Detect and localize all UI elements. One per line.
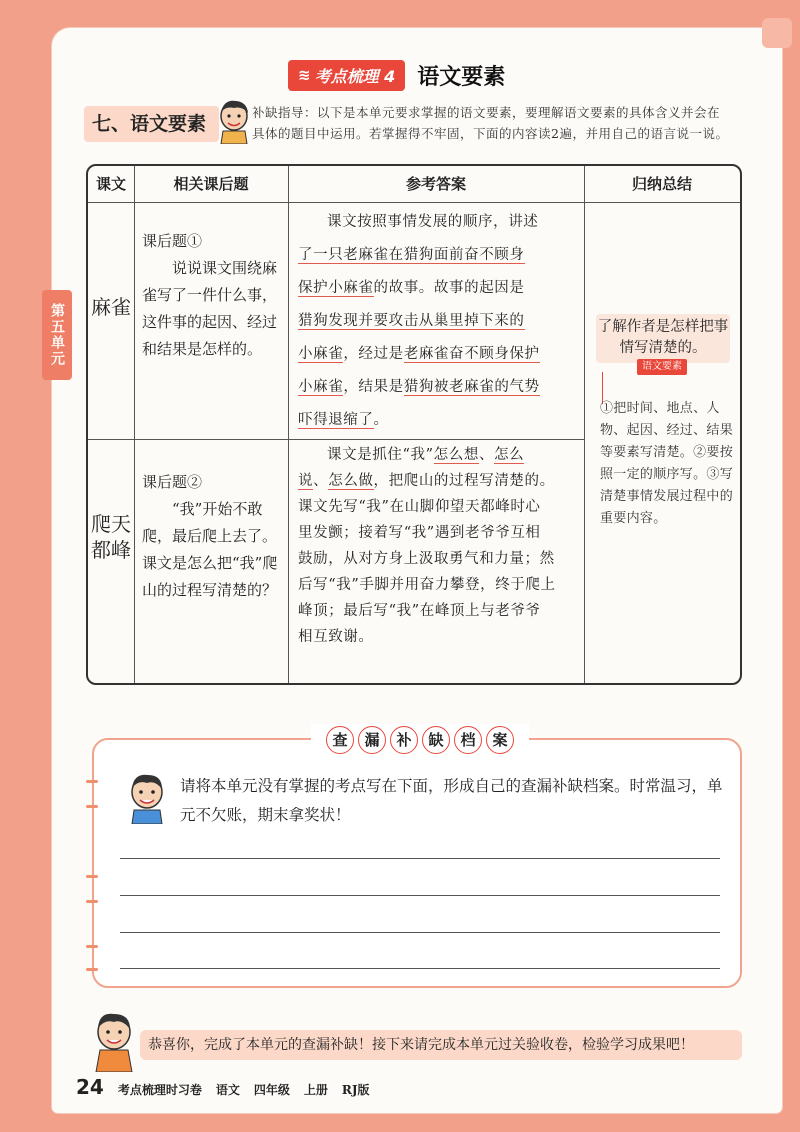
answer-line xyxy=(298,468,580,494)
section-header xyxy=(288,60,505,90)
answer-text: 后写“我”手脚并用奋力攀登，终于爬上 xyxy=(298,577,556,593)
section-title: 七、语文要素 xyxy=(84,106,219,142)
corner-tab xyxy=(762,18,792,48)
key-phrase: 老麻雀奋不顾身保护 xyxy=(403,346,540,362)
footer-item: 语文 xyxy=(215,1083,240,1097)
answer-text: ，把爬山的过程写清楚的。 xyxy=(373,473,555,489)
answer-text: 相互致谢。 xyxy=(298,629,374,645)
title-char: 档 xyxy=(454,726,482,754)
page-footer xyxy=(76,1075,370,1099)
key-phrase: 怎么 xyxy=(494,447,525,463)
congrats-banner: 恭喜你，完成了本单元的查漏补缺！接下来请完成本单元过关验收卷，检验学习成果吧！ xyxy=(140,1030,742,1060)
answer-line xyxy=(298,239,580,272)
answer-text: ，结果是 xyxy=(343,379,404,395)
boy-mascot-icon xyxy=(88,1008,140,1072)
key-phrase: 了一只老麻雀在猎狗面前奋不顾身 xyxy=(298,247,525,263)
question-body: 说说课文围绕麻雀写了一件什么事，这件事的起因、经过和结果是怎样的。 xyxy=(142,259,278,358)
answer-line xyxy=(298,442,580,468)
topic-tag-label: 考点梳理 4 xyxy=(314,66,396,86)
answer-text: 鼓励，从对方身上汲取勇气和力量；然 xyxy=(298,551,555,567)
title-char: 漏 xyxy=(358,726,386,754)
key-phrase: 小麻雀 xyxy=(298,379,344,395)
question-cell xyxy=(142,228,282,363)
answer-text: 课文按照事情发展的顺序，讲述 xyxy=(327,214,539,230)
question-cell xyxy=(142,469,282,604)
question-title: 课后题② xyxy=(142,473,203,491)
key-phrase: 保护小麻雀 xyxy=(298,280,374,296)
lesson-name: 麻雀 xyxy=(91,295,131,319)
question-body: “我”开始不敢爬，最后爬上去了。课文是怎么把“我”爬山的过程写清楚的？ xyxy=(142,500,278,599)
key-phrase: 说 xyxy=(298,473,314,489)
key-phrase: 猎狗发现并要攻击从巢里掉下来的 xyxy=(298,313,525,329)
answer-text: 、 xyxy=(478,447,495,463)
page-title: 语文要素 xyxy=(417,64,506,90)
answer-line xyxy=(298,546,580,572)
guidance-line: 具体的题目中运用。若掌握得不牢固，下面的内容读2遍，并用自己的语言说一说。 xyxy=(252,126,729,141)
answer-text: 、 xyxy=(313,473,329,489)
boy-mascot-icon xyxy=(124,770,170,824)
key-phrase: 小麻雀 xyxy=(298,346,344,362)
header-lesson: 课文 xyxy=(95,175,126,193)
key-phrase: 吓得退缩了 xyxy=(298,412,374,428)
guidance-text xyxy=(252,102,752,144)
key-phrase: 怎么想 xyxy=(433,447,479,463)
header-answer: 参考答案 xyxy=(405,175,466,193)
wave-icon: ≋ xyxy=(298,66,311,84)
answer-text: 峰顶；最后写“我”在峰顶上与老爷爷 xyxy=(298,603,541,619)
summary-points: ①把时间、地点、人物、起因、经过、结果等要素写清楚。②要按照一定的顺序写。③写清楚事情发展过程中的重要内容。 xyxy=(600,401,734,526)
summary-bubble: 了解作者是怎样把事情写清楚的。 xyxy=(596,314,730,363)
footer-item: 上册 xyxy=(303,1083,328,1097)
answer-line xyxy=(298,305,580,338)
answer-text: 。 xyxy=(373,412,389,428)
writing-line[interactable] xyxy=(120,895,720,896)
answer-text: 课文先写“我”在山脚仰望天都峰时心 xyxy=(298,499,541,515)
skill-badge: 语文要素 xyxy=(637,359,687,375)
key-phrase: 猎狗被老麻雀的气势 xyxy=(403,379,540,395)
answer-text: ，经过是 xyxy=(343,346,404,362)
topic-tag xyxy=(288,60,405,91)
answer-line xyxy=(298,272,580,305)
question-title: 课后题① xyxy=(142,232,203,250)
header-summary: 归纳总结 xyxy=(631,175,692,193)
writing-line[interactable] xyxy=(120,858,720,859)
title-char: 补 xyxy=(390,726,418,754)
unit-side-tab: 第五单元 xyxy=(42,290,72,380)
answer-line xyxy=(298,598,580,624)
writing-line[interactable] xyxy=(120,968,720,969)
key-phrase: 怎么做 xyxy=(328,473,374,489)
answer-text: 课文是抓住“我” xyxy=(327,447,434,463)
footer-item: 四年级 xyxy=(253,1083,290,1097)
answer-line xyxy=(298,371,580,404)
title-char: 案 xyxy=(486,726,514,754)
page-number: 24 xyxy=(76,1075,104,1099)
footer-item: RJ版 xyxy=(341,1083,370,1097)
title-char: 缺 xyxy=(422,726,450,754)
answer-line xyxy=(298,494,580,520)
review-card-title xyxy=(311,724,529,756)
answer-line xyxy=(298,206,580,239)
boy-mascot-icon xyxy=(214,96,254,144)
answer-line xyxy=(298,520,580,546)
header-question: 相关课后题 xyxy=(173,175,249,193)
answer-line xyxy=(298,404,580,437)
answer-text: 的故事。故事的起因是 xyxy=(373,280,525,296)
answer-line xyxy=(298,338,580,371)
answer-cell xyxy=(298,206,580,437)
guidance-line: 补缺指导：以下是本单元要求掌握的语文要素，要理解语文要素的具体含义并会在 xyxy=(252,105,721,120)
review-instructions: 请将本单元没有掌握的考点写在下面，形成自己的查漏补缺档案。时常温习，单元不欠账，期末拿奖状！ xyxy=(180,777,723,824)
footer-item: 考点梳理时习卷 xyxy=(117,1083,202,1097)
writing-line[interactable] xyxy=(120,932,720,933)
answer-cell xyxy=(298,442,580,650)
answer-text: 里发颤；接着写“我”遇到老爷爷互相 xyxy=(298,525,541,541)
title-char: 查 xyxy=(326,726,354,754)
lesson-name: 爬天都峰 xyxy=(91,512,131,562)
answer-line xyxy=(298,572,580,598)
answer-line xyxy=(298,624,580,650)
